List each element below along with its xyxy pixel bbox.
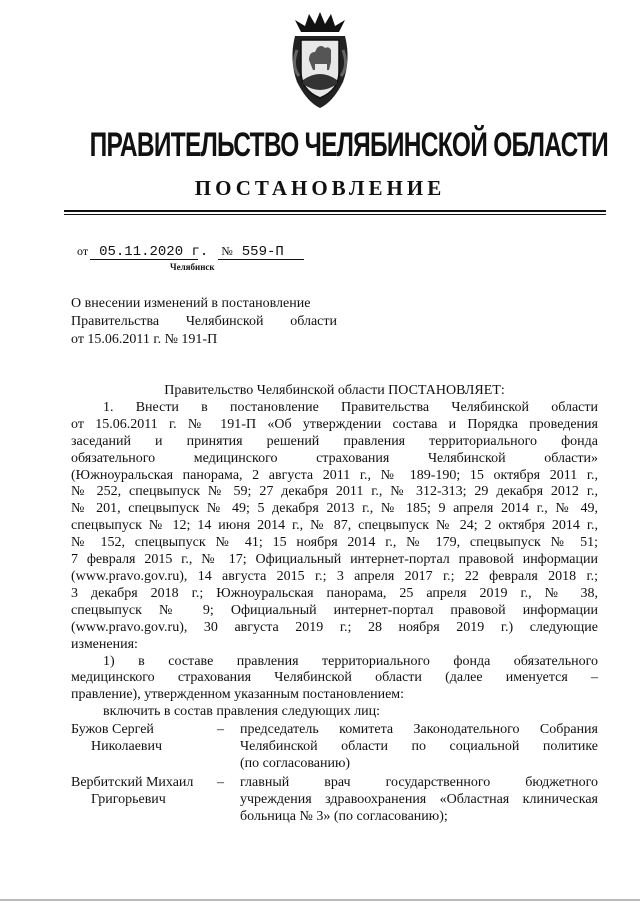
number-underline xyxy=(218,259,304,260)
member-name-line: Бужов Сергей xyxy=(71,722,154,737)
date-number-line xyxy=(77,244,284,260)
member-desc-line: главный врач государственного бюджетного xyxy=(240,775,598,790)
member-name xyxy=(71,722,221,756)
member-description xyxy=(240,722,598,773)
subject-line: Правительства Челябинской области xyxy=(71,314,337,329)
body-line: (Южноуральская панорама, 2 августа 2011 г., № 189-190; 15 октября 2011 г., xyxy=(71,467,598,483)
body-line: 3 декабря 2018 г.; Южноуральская панорама, 25 апреля 2019 г., № 38, xyxy=(71,585,598,601)
body-line: № 201, спецвыпуск № 49; 5 декабря 2013 г., № 185; 9 апреля 2014 г., № 49, xyxy=(71,501,598,517)
body-line: спецвыпуск № 12; 14 июня 2014 г., № 87, спецвыпуск № 24; 2 октября 2014 г., xyxy=(71,518,598,534)
date-underline xyxy=(90,259,198,260)
body-line: № 252, спецвыпуск № 59; 27 декабря 2011 г., № 312-313; 29 декабря 2012 г., xyxy=(71,484,598,500)
member-desc-line: Челябинской области по социальной политике xyxy=(240,738,598,754)
body-line: обязательного медицинского страхования Челябинской области» xyxy=(71,450,598,466)
member-name-line: Вербитский Михаил xyxy=(71,775,194,790)
document-subject xyxy=(71,295,337,349)
member-desc-line: председатель комитета Законодательного Собрания xyxy=(240,722,598,737)
member-name-line: Николаевич xyxy=(91,738,163,754)
coat-of-arms-emblem xyxy=(287,10,353,110)
body-line: от 15.06.2011 г. № 191-П «Об утверждении состава и Порядка проведения xyxy=(71,416,598,432)
body-line: (www.pravo.gov.ru), 30 августа 2019 г.; 28 ноября 2019 г.) следующие xyxy=(71,619,598,635)
member-name-line: Григорьевич xyxy=(91,791,166,807)
member-desc-line: учреждения здравоохранения «Областная клиническая xyxy=(240,791,598,807)
city-label: Челябинск xyxy=(170,262,215,272)
body-line: медицинского страхования Челябинской области (далее именуется – xyxy=(71,670,598,686)
header-rule-thick xyxy=(64,210,606,212)
body-line: правление), утвержденном указанным постановлением: xyxy=(71,687,405,703)
member-desc-line: больница № 3» (по согласованию); xyxy=(240,808,448,824)
member-description xyxy=(240,775,598,826)
government-title: ПРАВИТЕЛЬСТВО ЧЕЛЯБИНСКОЙ ОБЛАСТИ xyxy=(89,126,609,164)
body-line: № 152, спецвыпуск № 41; 15 ноября 2014 г., № 179, спецвыпуск № 51; xyxy=(71,535,598,551)
body-line: 1. Внести в постановление Правительства Челябинской области xyxy=(103,399,598,415)
subject-line: О внесении изменений в постановление xyxy=(71,296,311,311)
subject-line: от 15.06.2011 г. № 191-П xyxy=(71,332,218,347)
member-dash: – xyxy=(217,775,224,790)
preamble: Правительство Челябинской области ПОСТАНОВЛЯЕТ: xyxy=(164,383,505,398)
document-date: 05.11.2020 г. xyxy=(99,244,209,260)
document-type-title: ПОСТАНОВЛЕНИЕ xyxy=(194,176,446,200)
body-line: изменения: xyxy=(71,636,138,652)
member-name xyxy=(71,775,221,809)
member-dash: – xyxy=(217,722,224,737)
number-label: № xyxy=(221,244,233,258)
header-rule-thin xyxy=(64,214,606,215)
body-line: 1) в составе правления территориального фонда обязательного xyxy=(103,653,598,669)
body-line: (www.pravo.gov.ru), 14 августа 2015 г.; 3 апреля 2017 г.; 22 февраля 2018 г.; xyxy=(71,568,598,584)
scan-edge-line xyxy=(0,899,640,901)
from-label: от xyxy=(77,244,89,258)
body-line: включить в состав правления следующих лиц: xyxy=(103,704,381,720)
body-line: 7 февраля 2015 г., № 17; Официальный интернет-портал правовой информации xyxy=(71,552,598,568)
body-line: спецвыпуск № 9; Официальный интернет-портал правовой информации xyxy=(71,602,598,618)
document-body xyxy=(71,383,598,721)
document-number: 559-П xyxy=(241,244,284,260)
body-line: заседаний и принятия решений правления территориального фонда xyxy=(71,433,598,449)
member-desc-line: (по согласованию) xyxy=(240,755,351,771)
